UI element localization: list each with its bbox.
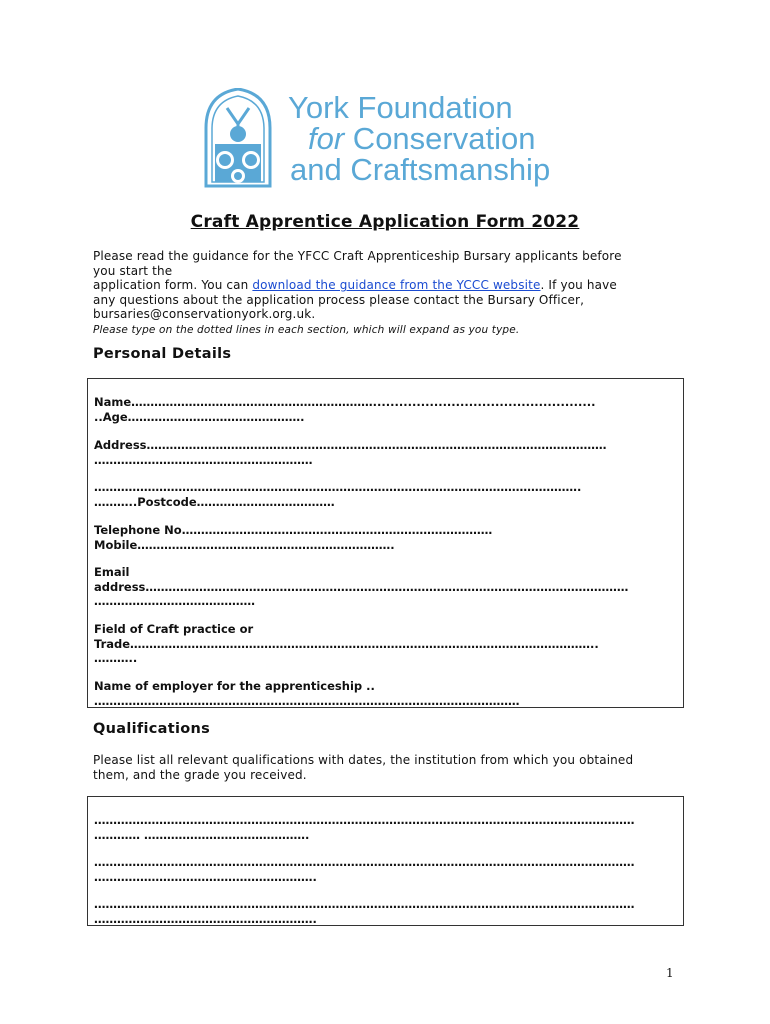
address-line-3: ……………………………………………………………………………………………………………….	[94, 480, 582, 494]
window-emblem-icon	[203, 88, 273, 188]
qualification-entry-3[interactable]	[94, 897, 678, 926]
postcode-line: ………..Postcode………………………………	[94, 494, 335, 509]
mobile-line: Mobile………………………………………………………….	[94, 537, 395, 552]
logo	[200, 86, 580, 198]
qualification-line: ……………………………………………………………………………………………………………………………	[94, 855, 635, 869]
intro-line-5: bursaries@conservationyork.org.uk.	[93, 307, 316, 322]
email-line-2: ……………………………………	[94, 594, 255, 608]
guidance-link[interactable]: download the guidance from the YCCC website	[252, 278, 541, 293]
logo-line-2-rest: Conservation	[344, 121, 536, 156]
email-line-1: address………………………………………………………………………………………………………………	[94, 579, 629, 594]
employer-label: Name of employer for the apprenticeship ..	[94, 679, 375, 693]
intro-text	[93, 249, 663, 338]
qualification-entry-1[interactable]	[94, 813, 678, 842]
logo-line-2-for: for	[308, 121, 345, 156]
qualifications-intro-line-1: Please list all relevant qualifications with dates, the institution from which you obtained	[93, 753, 634, 767]
intro-line-3	[93, 278, 663, 293]
qualification-line: ………………………………………………….	[94, 869, 317, 884]
address-postcode-field[interactable]	[94, 480, 678, 509]
logo-wordmark	[288, 92, 550, 185]
logo-line-2	[288, 123, 550, 154]
page-title: Craft Apprentice Application Form 2022	[190, 212, 580, 232]
qualifications-heading: Qualifications	[93, 721, 211, 737]
craft-line-1: Trade…………………………………………………………………………………………………………..	[94, 636, 599, 651]
intro-line-3-after: . If you have	[540, 278, 617, 293]
address-line-1: Address…………………………………………………………………………………………………………	[94, 438, 607, 452]
employer-line: …………………………………………………………………………………………………	[94, 693, 520, 708]
personal-details-box	[87, 378, 684, 708]
email-label: Email	[94, 565, 130, 579]
craft-field[interactable]	[94, 622, 678, 666]
qualification-line: ………………………………………………….	[94, 911, 317, 926]
qualifications-intro-line-2: them, and the grade you received.	[93, 767, 307, 782]
telephone-field[interactable]	[94, 523, 678, 552]
logo-line-3: and Craftsmanship	[290, 152, 551, 187]
intro-line-1: Please read the guidance for the YFCC Craft Apprenticeship Bursary applicants before	[93, 249, 622, 263]
intro-line-3-before: application form. You can	[93, 278, 253, 293]
name-age-field[interactable]	[94, 395, 678, 424]
craft-line-2: ………..	[94, 651, 138, 665]
qualifications-intro	[93, 753, 673, 782]
qualification-line: ……………………………………………………………………………………………………………………………	[94, 813, 635, 827]
qualification-line: ………… …………………………………….	[94, 827, 310, 842]
intro-note: Please type on the dotted lines in each section, which will expand as you type.	[93, 323, 520, 336]
address-field[interactable]	[94, 438, 678, 467]
age-line: ..Age……………………………………….	[94, 409, 305, 424]
address-line-2: …………………………………………………	[94, 452, 313, 467]
employer-field[interactable]	[94, 679, 678, 708]
page-number: 1	[666, 966, 674, 980]
logo-line-1: York Foundation	[288, 90, 513, 125]
name-line: Name………………………………………………………...................................................	[94, 395, 596, 409]
qualification-line: ……………………………………………………………………………………………………………………………	[94, 897, 635, 911]
qualification-entry-2[interactable]	[94, 855, 678, 884]
personal-details-heading: Personal Details	[93, 346, 232, 362]
telephone-line: Telephone No………………………………………………………………………	[94, 523, 493, 537]
intro-line-4: any questions about the application process please contact the Bursary Officer,	[93, 292, 585, 307]
qualifications-box	[87, 796, 684, 926]
email-field[interactable]	[94, 565, 678, 609]
intro-line-2: you start the	[93, 263, 173, 278]
craft-label: Field of Craft practice or	[94, 622, 254, 636]
